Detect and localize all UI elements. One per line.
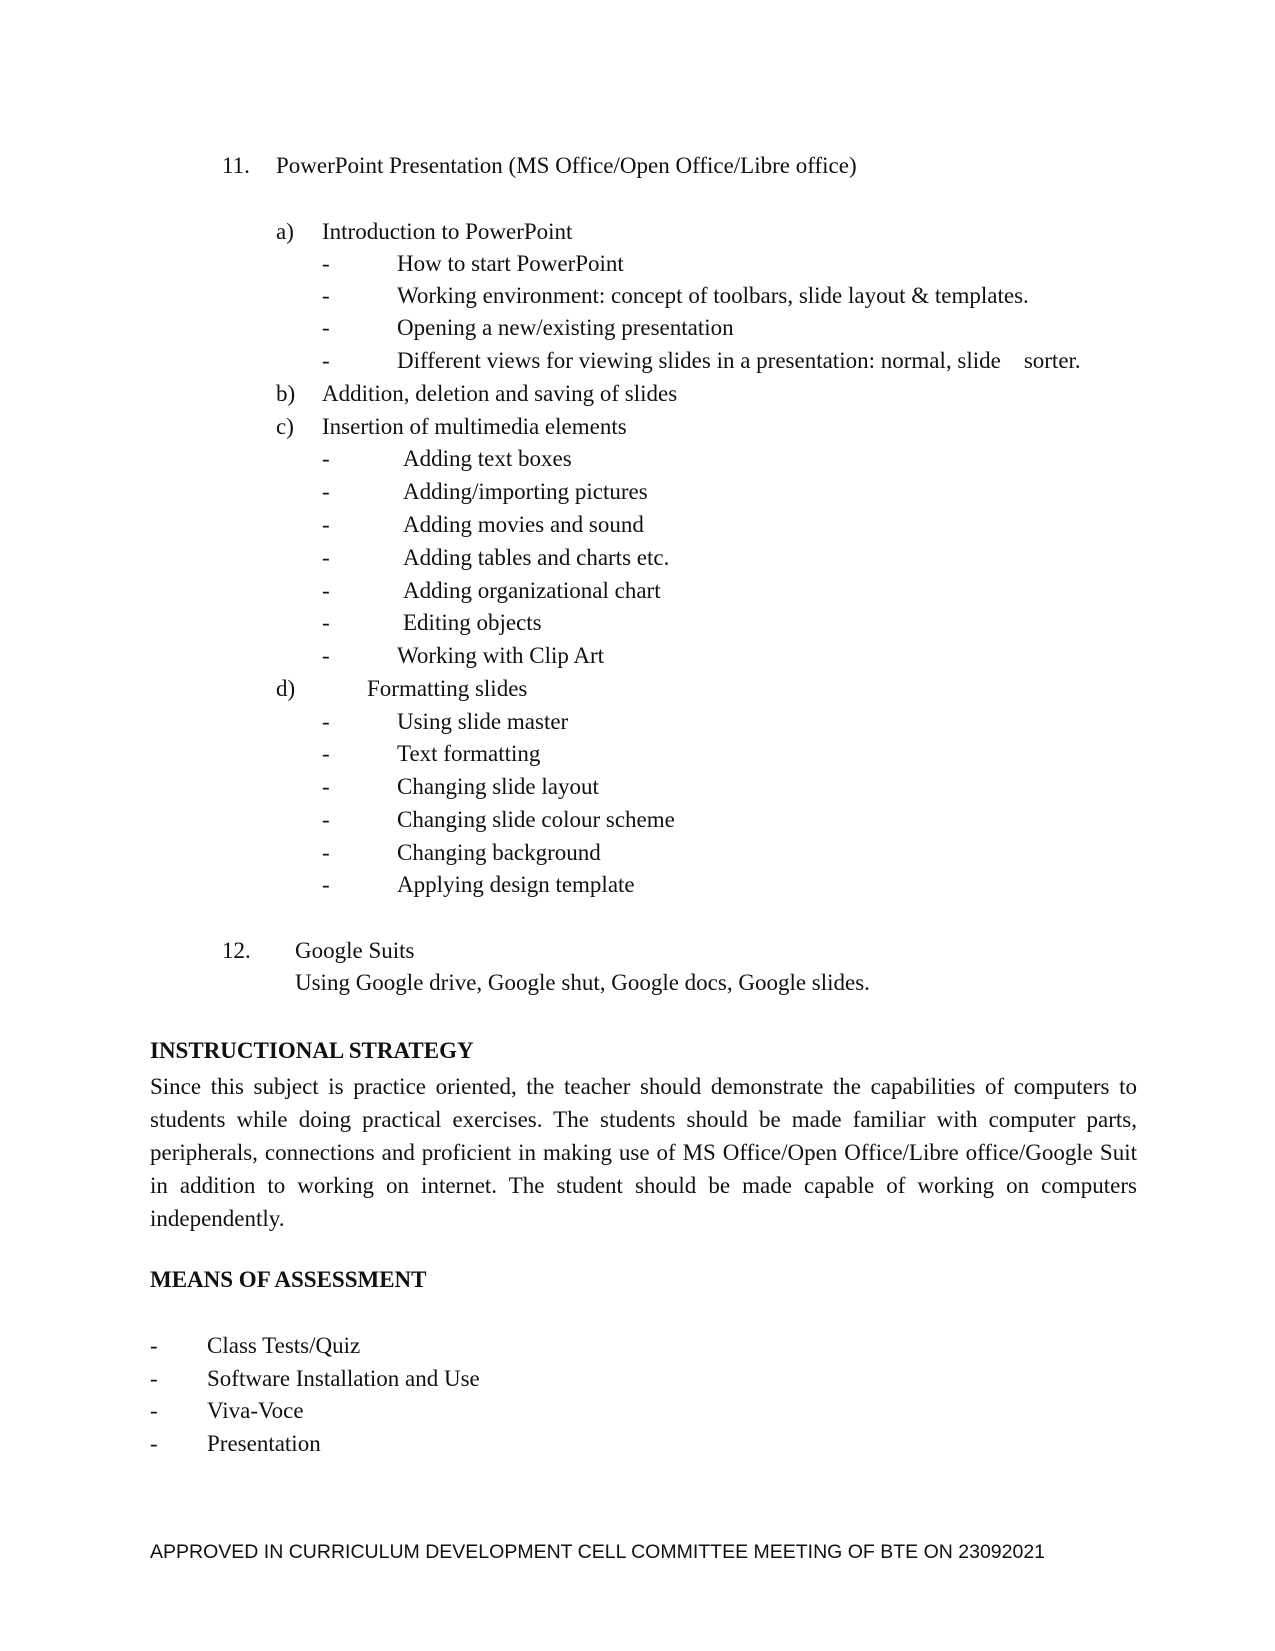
bullet-dash: -	[322, 315, 330, 340]
bullet-dash: -	[322, 610, 330, 635]
section-11-number: 11.	[222, 153, 250, 178]
bullet-dash: -	[322, 283, 330, 308]
list-item: Text formatting	[397, 741, 541, 766]
assessment-item: Class Tests/Quiz	[207, 1333, 361, 1358]
list-item: Adding/importing pictures	[403, 479, 648, 504]
bullet-dash: -	[150, 1398, 158, 1423]
bullet-dash: -	[322, 643, 330, 668]
bullet-dash: -	[322, 709, 330, 734]
section-12-number: 12.	[222, 938, 251, 963]
bullet-dash: -	[322, 774, 330, 799]
item-c-marker: c)	[276, 414, 294, 439]
bullet-dash: -	[150, 1431, 158, 1456]
item-a-marker: a)	[276, 219, 294, 244]
item-c-label: Insertion of multimedia elements	[322, 414, 627, 439]
bullet-dash: -	[322, 872, 330, 897]
list-item: Adding text boxes	[403, 446, 572, 471]
list-item: Using slide master	[397, 709, 569, 734]
bullet-dash: -	[322, 840, 330, 865]
bullet-dash: -	[322, 741, 330, 766]
list-item: Adding organizational chart	[403, 578, 661, 603]
list-item: How to start PowerPoint	[397, 251, 624, 276]
item-b-label: Addition, deletion and saving of slides	[322, 381, 678, 406]
list-item: Changing slide layout	[397, 774, 599, 799]
list-item: Changing background	[397, 840, 601, 865]
item-d-label: Formatting slides	[367, 676, 528, 701]
bullet-dash: -	[322, 807, 330, 832]
list-item: Different views for viewing slides in a presentation: normal, slide sorter.	[397, 348, 1081, 373]
section-11-title: PowerPoint Presentation (MS Office/Open Office/Libre office)	[276, 153, 857, 178]
list-item: Changing slide colour scheme	[397, 807, 675, 832]
instructional-strategy-paragraph: Since this subject is practice oriented, the teacher should demonstrate the capabilities of computers to students while doing practical exercises. The students should be made familiar with computer parts, peripherals, connections and proficient in making use of MS Office/Open Office/Libre office/Google Suit in addition to working on internet. The student should be made capable of working on computers independently.	[150, 1074, 1137, 1231]
list-item: Opening a new/existing presentation	[397, 315, 734, 340]
bullet-dash: -	[150, 1333, 158, 1358]
section-12-text: Using Google drive, Google shut, Google docs, Google slides.	[295, 970, 870, 995]
item-d-marker: d)	[276, 676, 296, 701]
bullet-dash: -	[322, 479, 330, 504]
bullet-dash: -	[322, 446, 330, 471]
list-item: Working environment: concept of toolbars, slide layout & templates.	[397, 283, 1029, 308]
bullet-dash: -	[322, 578, 330, 603]
bullet-dash: -	[322, 512, 330, 537]
instructional-strategy-heading: INSTRUCTIONAL STRATEGY	[150, 1038, 474, 1063]
item-b-marker: b)	[276, 381, 296, 406]
list-item: Applying design template	[397, 872, 635, 897]
bullet-dash: -	[322, 348, 330, 373]
approval-footer: APPROVED IN CURRICULUM DEVELOPMENT CELL COMMITTEE MEETING OF BTE ON 23092021	[150, 1541, 1046, 1563]
bullet-dash: -	[322, 545, 330, 570]
assessment-item: Software Installation and Use	[207, 1366, 480, 1391]
list-item: Adding movies and sound	[403, 512, 644, 537]
bullet-dash: -	[322, 251, 330, 276]
means-of-assessment-heading: MEANS OF ASSESSMENT	[150, 1267, 427, 1292]
item-a-label: Introduction to PowerPoint	[322, 219, 573, 244]
list-item: Working with Clip Art	[397, 643, 605, 668]
assessment-item: Viva-Voce	[207, 1398, 304, 1423]
list-item: Adding tables and charts etc.	[403, 545, 670, 570]
bullet-dash: -	[150, 1366, 158, 1391]
section-12-title: Google Suits	[295, 938, 415, 963]
assessment-item: Presentation	[207, 1431, 321, 1456]
list-item: Editing objects	[403, 610, 542, 635]
